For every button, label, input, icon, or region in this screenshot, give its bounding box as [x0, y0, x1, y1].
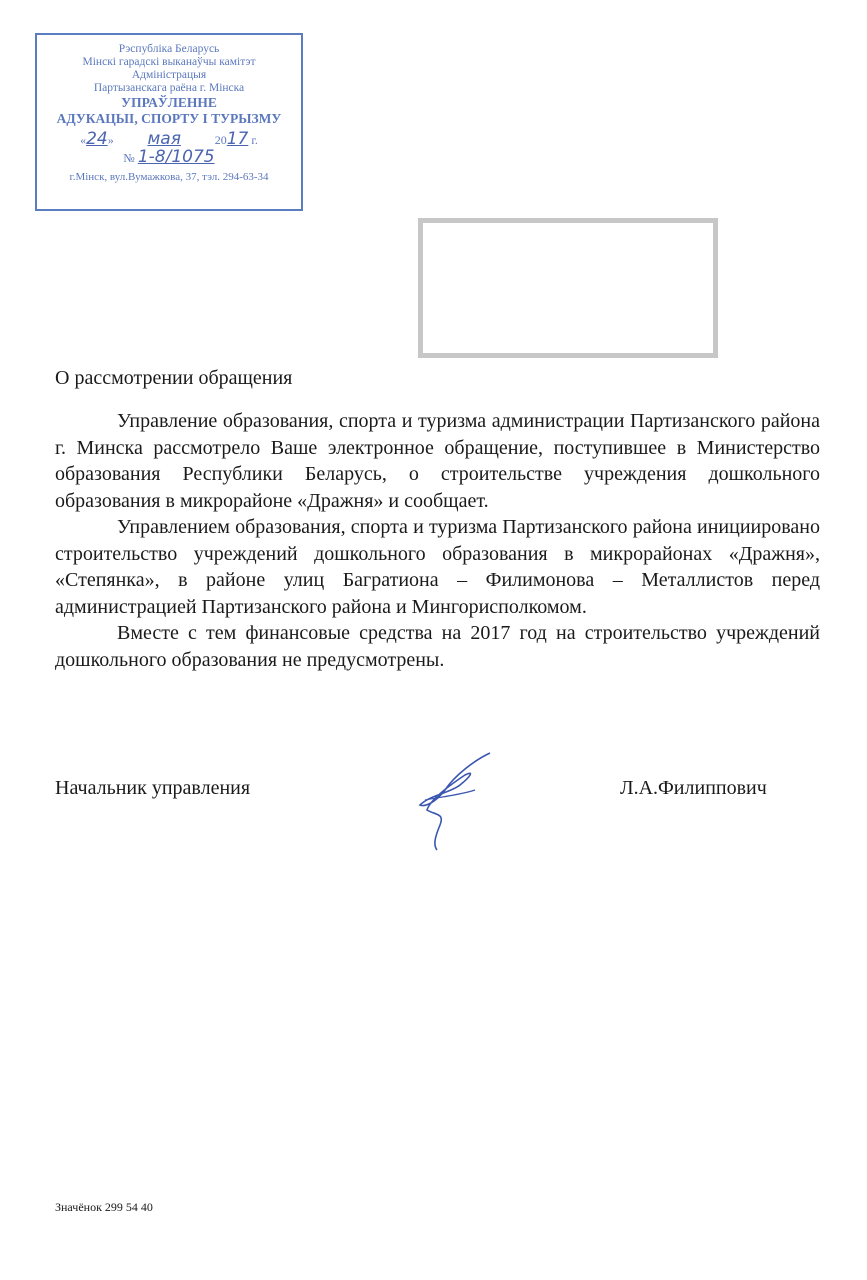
handwritten-signature — [405, 745, 505, 855]
stamp-line: Мінскі гарадскі выканаўчы камітэт — [82, 56, 256, 68]
registration-stamp — [35, 33, 303, 211]
stamp-date: «24» мая 2017 г. — [80, 129, 258, 149]
stamp-reg-number: 1-8/1075 — [137, 147, 215, 167]
paragraph: Вместе с тем финансовые средства на 2017 год на строительство учреждений дошкольного образования не предусмотрены. — [55, 622, 820, 671]
paragraph: Управлением образования, спорта и туризма Партизанского района инициировано строительство учреждений дошкольного образования в микрорайонах «Дражня», «Степянка», в районе улиц Багратиона – Филимонова – Металлистов перед администрацией Партизанского района и Мингорисполкомом. — [55, 516, 820, 618]
letter-body — [55, 408, 820, 673]
signatory-name: Л.А.Филиппович — [620, 777, 767, 799]
stamp-reg — [37, 147, 301, 167]
paragraph: Управление образования, спорта и туризма администрации Партизанского района г. Минска рассмотрело Ваше электронное обращение, поступившее в Министерство образования Республики Беларусь, о строительстве учреждения дошкольного образования в микрорайоне «Дражня» и сообщает. — [55, 410, 820, 512]
stamp-date-suffix: г. — [251, 133, 258, 147]
stamp-dept-line2: АДУКАЦЫІ, СПОРТУ І ТУРЫЗМУ — [56, 111, 282, 126]
redacted-addressee-box — [418, 218, 718, 358]
stamp-line: Адміністрацыя — [131, 69, 207, 81]
stamp-date-month: мая — [147, 129, 181, 149]
stamp-dept-line1: УПРАЎЛЕННЕ — [121, 95, 217, 110]
stamp-line: Партызанскага раёна г. Мінска — [93, 82, 245, 94]
stamp-address: г.Мінск, вул.Вумажкова, 37, тэл. 294-63-34 — [69, 171, 269, 183]
stamp-reg-label: № — [123, 151, 135, 165]
stamp-line: Рэспубліка Беларусь — [118, 43, 220, 55]
stamp-date-day: 24 — [86, 129, 108, 149]
stamp-year-suffix: 17 — [226, 129, 249, 149]
letter-subject: О рассмотрении обращения — [55, 367, 293, 389]
signatory-title: Начальник управления — [55, 777, 251, 799]
stamp-year-prefix: 20 — [214, 133, 227, 147]
executor-footer: Значёнок 299 54 40 — [55, 1200, 153, 1214]
